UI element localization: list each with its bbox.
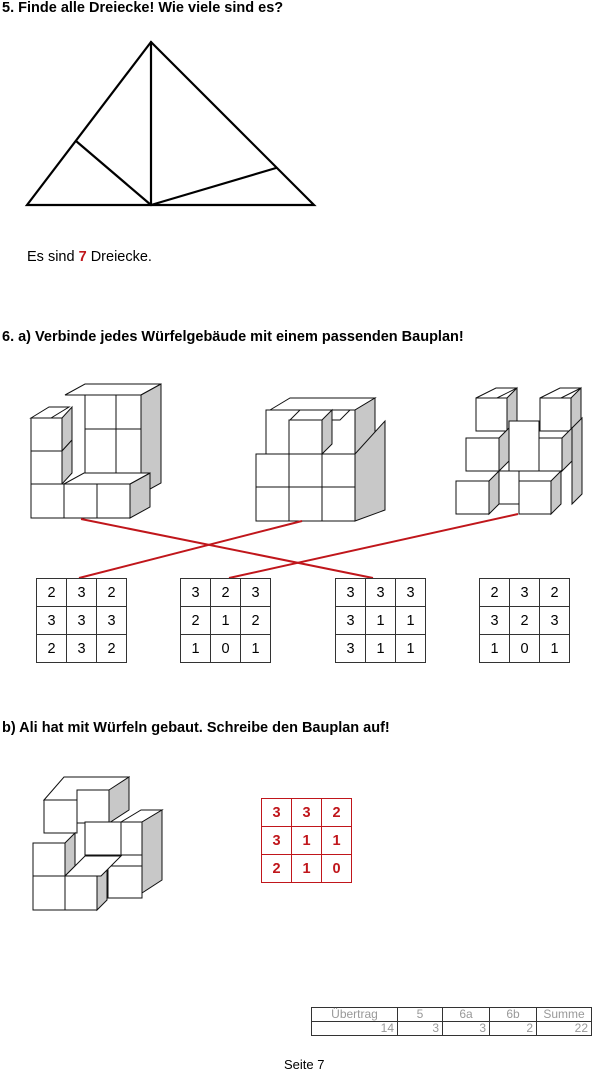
answer-cell: 1 xyxy=(292,827,322,855)
answer-value: 7 xyxy=(78,249,87,265)
plan-cell: 2 xyxy=(480,579,510,607)
plan-cell: 2 xyxy=(181,607,211,635)
answer-cell: 3 xyxy=(292,799,322,827)
connection-line-3 xyxy=(229,514,518,578)
plan-cell: 3 xyxy=(67,635,97,663)
answer-cell: 3 xyxy=(262,827,292,855)
answer-cell: 2 xyxy=(322,799,352,827)
cube-building-3 xyxy=(456,388,582,514)
score-value: 2 xyxy=(490,1022,537,1036)
score-value: 3 xyxy=(443,1022,490,1036)
building-plan-2 xyxy=(180,578,271,663)
plan-cell: 3 xyxy=(510,579,540,607)
score-header: 6b xyxy=(490,1008,537,1022)
score-table xyxy=(311,1007,592,1036)
plan-cell: 1 xyxy=(480,635,510,663)
plan-cell: 2 xyxy=(97,579,127,607)
score-header: 5 xyxy=(398,1008,443,1022)
plan-cell: 2 xyxy=(540,579,570,607)
plan-cell: 3 xyxy=(97,607,127,635)
plan-cell: 1 xyxy=(211,607,241,635)
right-inner-line xyxy=(151,168,276,205)
score-header: 6a xyxy=(443,1008,490,1022)
plan-cell: 3 xyxy=(540,607,570,635)
plan-cell: 1 xyxy=(366,607,396,635)
connection-line-1 xyxy=(81,519,373,578)
plan-cell: 3 xyxy=(396,579,426,607)
plan-cell: 2 xyxy=(97,635,127,663)
answer-plan xyxy=(261,798,352,883)
score-value: 3 xyxy=(398,1022,443,1036)
plan-cell: 1 xyxy=(540,635,570,663)
triangle-figure xyxy=(27,42,314,205)
cube-building-ali xyxy=(33,777,162,910)
plan-cell: 1 xyxy=(181,635,211,663)
score-header: Übertrag xyxy=(312,1008,398,1022)
plan-cell: 2 xyxy=(211,579,241,607)
score-header: Summe xyxy=(537,1008,592,1022)
answer-cell: 1 xyxy=(322,827,352,855)
building-plan-4 xyxy=(479,578,570,663)
plan-cell: 2 xyxy=(37,635,67,663)
task6b-heading: b) Ali hat mit Würfeln gebaut. Schreibe den Bauplan auf! xyxy=(2,720,390,736)
outer-triangle xyxy=(27,42,314,205)
plan-cell: 2 xyxy=(37,579,67,607)
plan-cell: 1 xyxy=(396,607,426,635)
answer-cell: 3 xyxy=(262,799,292,827)
plan-cell: 1 xyxy=(241,635,271,663)
connection-lines xyxy=(79,514,518,578)
score-value: 22 xyxy=(537,1022,592,1036)
cube-building-1 xyxy=(31,384,161,518)
plan-cell: 3 xyxy=(241,579,271,607)
task5-heading: 5. Finde alle Dreiecke! Wie viele sind es? xyxy=(2,0,284,16)
answer-cell: 0 xyxy=(322,855,352,883)
plan-cell: 3 xyxy=(181,579,211,607)
plan-cell: 3 xyxy=(67,607,97,635)
score-value: 14 xyxy=(312,1022,398,1036)
task5-answer xyxy=(27,249,152,265)
cube-building-2 xyxy=(256,398,385,521)
plan-cell: 2 xyxy=(241,607,271,635)
plan-cell: 3 xyxy=(336,607,366,635)
plan-cell: 3 xyxy=(67,579,97,607)
plan-cell: 3 xyxy=(336,635,366,663)
answer-cell: 2 xyxy=(262,855,292,883)
task6a-heading: 6. a) Verbinde jedes Würfelgebäude mit einem passenden Bauplan! xyxy=(2,329,464,345)
answer-cell: 1 xyxy=(292,855,322,883)
plan-cell: 3 xyxy=(336,579,366,607)
plan-cell: 0 xyxy=(510,635,540,663)
answer-prefix: Es sind xyxy=(27,249,75,265)
building-plan-1 xyxy=(36,578,127,663)
plan-cell: 1 xyxy=(396,635,426,663)
plan-cell: 3 xyxy=(480,607,510,635)
plan-cell: 1 xyxy=(366,635,396,663)
plan-cell: 3 xyxy=(366,579,396,607)
plan-cell: 2 xyxy=(510,607,540,635)
answer-suffix: Dreiecke. xyxy=(90,249,152,265)
plan-cell: 3 xyxy=(37,607,67,635)
page-number: Seite 7 xyxy=(284,1057,325,1072)
building-plan-3 xyxy=(335,578,426,663)
plan-cell: 0 xyxy=(211,635,241,663)
left-inner-line xyxy=(76,141,151,205)
